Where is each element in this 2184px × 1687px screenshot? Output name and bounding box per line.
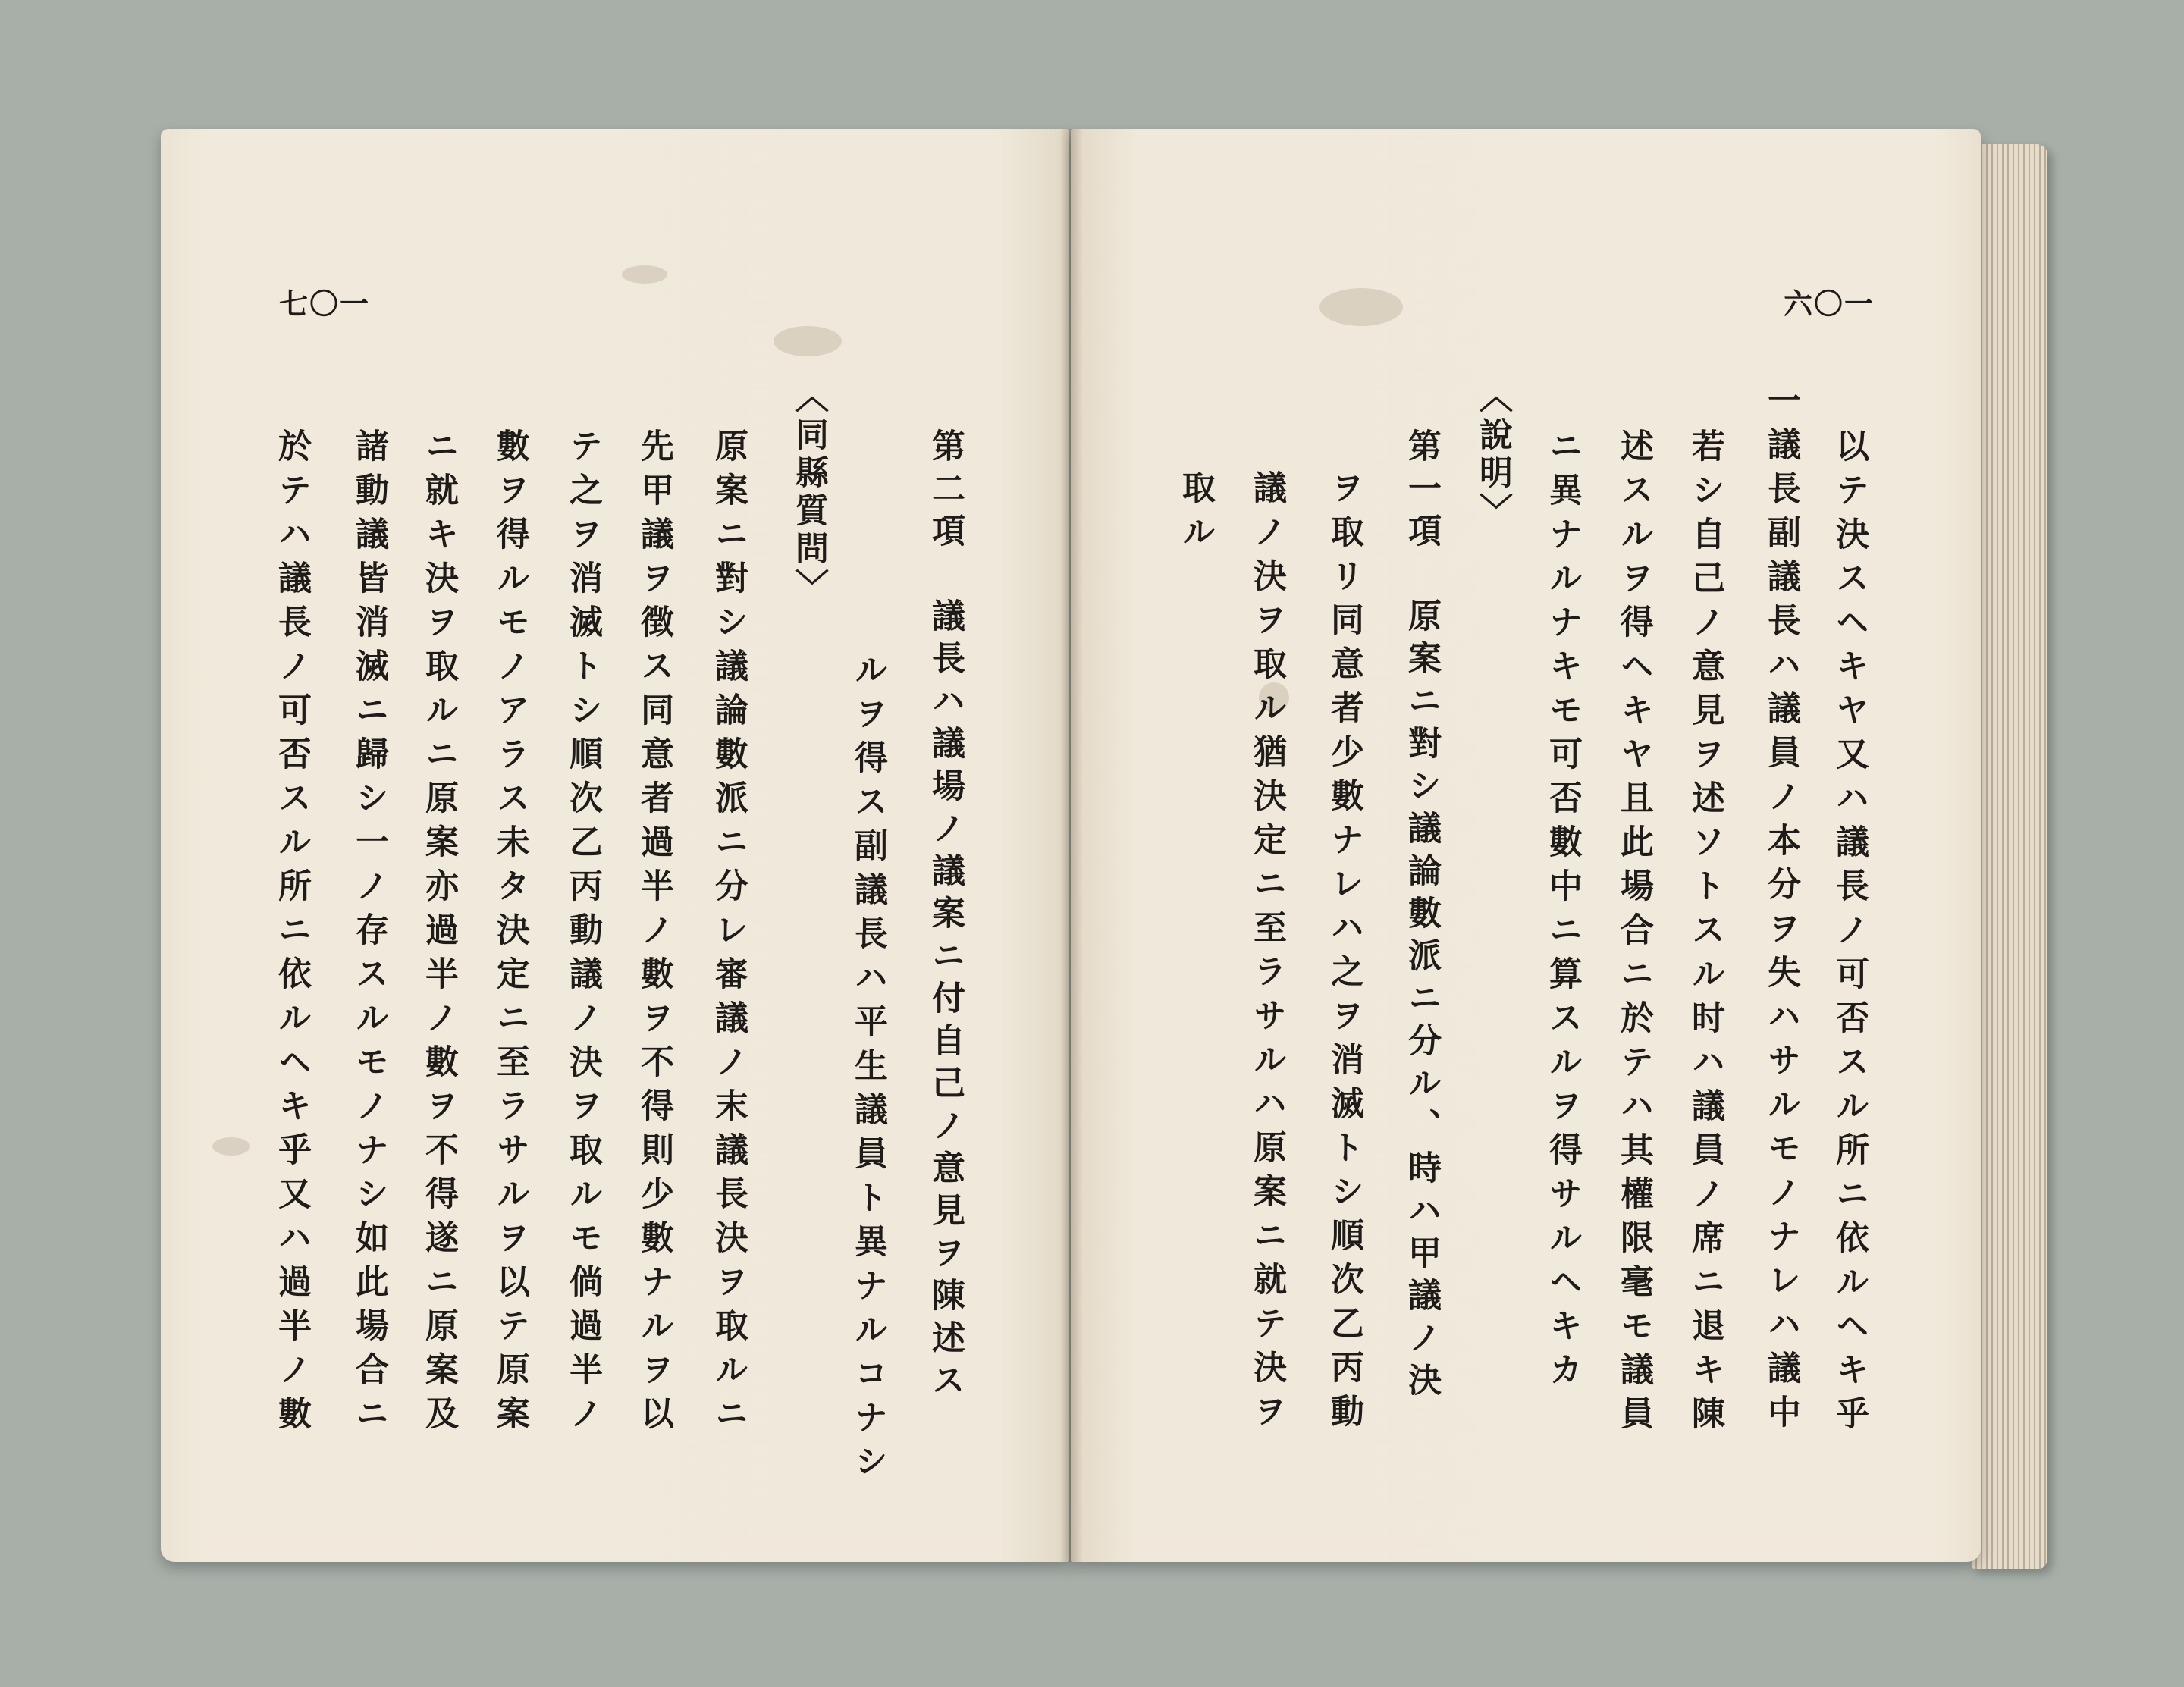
text-column: 第二項 議長ハ議場ノ議案ニ付自己ノ意見ヲ陳述ス	[926, 428, 965, 1405]
text-column: 取ル	[1176, 470, 1215, 558]
section-label: 〈同縣質問〉	[789, 379, 828, 607]
text-column: ニ就キ決ヲ取ルニ原案亦過半ノ數ヲ不得遂ニ原案及	[419, 428, 458, 1440]
text-column: 議ノ決ヲ取ル猶決定ニ至ラサルハ原案ニ就テ決ヲ	[1247, 470, 1286, 1438]
text-column: 數ヲ得ルモノアラス未タ決定ニ至ラサルヲ以テ原案	[491, 428, 529, 1440]
text-column: 述スルヲ得ヘキヤ且此場合ニ於テハ其權限毫モ議員	[1614, 428, 1653, 1440]
text-column: 以テ決スヘキヤ又ハ議長ノ可否スル所ニ依ルヘキ乎	[1830, 428, 1869, 1440]
text-column: 於テハ議長ノ可否スル所ニ依ルヘキ乎又ハ過半ノ數	[272, 428, 311, 1440]
text-column: ルヲ得ス副議長ハ平生議員ト異ナルコナシ	[849, 652, 887, 1488]
text-column: ニ異ナルナキモ可否數中ニ算スルヲ得サルヘキカ	[1543, 428, 1582, 1396]
left-page-number: 七〇一	[279, 287, 371, 321]
section-label: 〈說明〉	[1473, 379, 1512, 531]
page-edges	[1972, 144, 2048, 1569]
book-gutter	[1060, 129, 1083, 1562]
text-column: テ之ヲ消滅トシ順次乙丙動議ノ決ヲ取ルモ倘過半ノ	[563, 428, 602, 1440]
foxing-spot	[622, 265, 667, 284]
text-column: 若シ自己ノ意見ヲ述ソトスル时ハ議員ノ席ニ退キ陳	[1686, 428, 1724, 1440]
text-column: 第一項 原案ニ對シ議論數派ニ分ル、時ハ甲議ノ決	[1402, 428, 1441, 1405]
text-column: 原案ニ對シ議論數派ニ分レ審議ノ末議長決ヲ取ルニ	[709, 428, 748, 1440]
text-column: ヲ取リ同意者少數ナレハ之ヲ消滅トシ順次乙丙動	[1325, 470, 1363, 1438]
foxing-spot	[774, 326, 842, 356]
right-page-number: 六〇一	[1784, 287, 1875, 321]
text-column: 先甲議ヲ徴ス同意者過半ノ數ヲ不得則少數ナルヲ以	[635, 428, 673, 1440]
text-column: 一議長副議長ハ議員ノ本分ヲ失ハサルモノナレハ議中	[1762, 383, 1800, 1438]
foxing-spot	[212, 1137, 250, 1156]
foxing-spot	[1320, 288, 1403, 326]
text-column: 諸動議皆消滅ニ歸シ一ノ存スルモノナシ如此場合ニ	[350, 428, 388, 1440]
